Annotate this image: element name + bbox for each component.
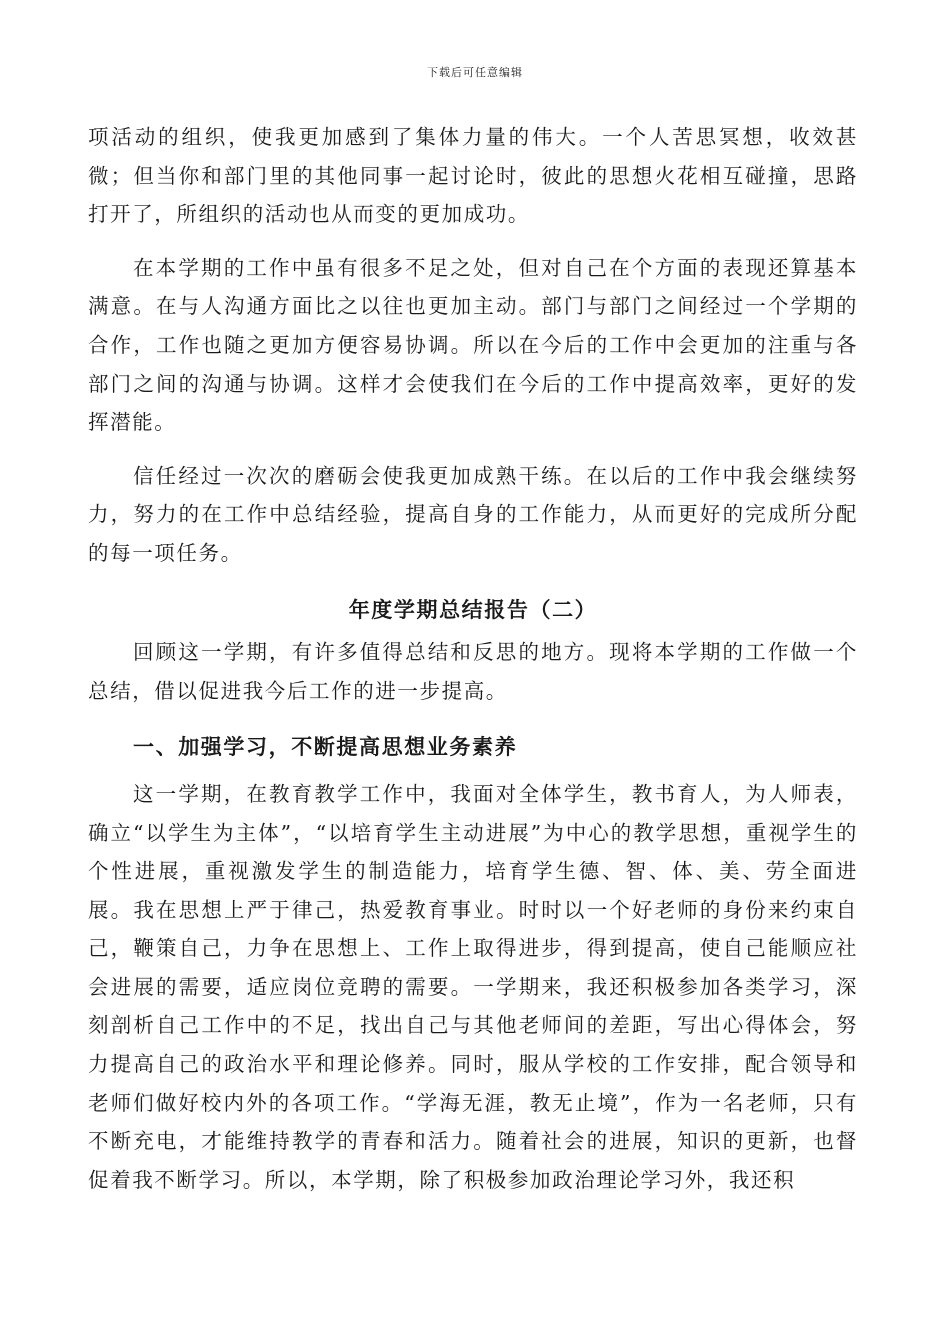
header-note: 下载后可任意编辑 bbox=[427, 66, 523, 79]
paragraph-self-evaluation: 在本学期的工作中虽有很多不足之处，但对自己在个方面的表现还算基本满意。在与人沟通方面比之以往也更加主动。部门与部门之间经过一个学期的合作，工作也随之更加方便容易协调。所以在今后的工作中会更加的注重与各部门之间的沟通与协调。这样才会使我们在今后的工作中提高效率，更好的发挥潜能。 bbox=[88, 255, 858, 435]
heading-study: 一、加强学习，不断提高思想业务素养 bbox=[133, 734, 518, 760]
section-title: 年度学期总结报告（二） bbox=[348, 596, 598, 622]
paragraph-continuation: 项活动的组织，使我更加感到了集体力量的伟大。一个人苦思冥想，收效甚微；但当你和部门里的其他同事一起讨论时，彼此的思想火花相互碰撞，思路打开了，所组织的活动也从而变的更加成功。 bbox=[88, 125, 858, 227]
paragraph-intro: 回顾这一学期，有许多值得总结和反思的地方。现将本学期的工作做一个总结，借以促进我今后工作的进一步提高。 bbox=[88, 640, 858, 703]
paragraph-study-body: 这一学期，在教育教学工作中，我面对全体学生，教书育人，为人师表，确立“以学生为主体”，“以培育学生主动进展”为中心的教学思想，重视学生的个性进展，重视激发学生的制造能力，培育学生德、智、体、美、劳全面进展。我在思想上严于律己，热爱教育事业。时时以一个好老师的身份来约束自己，鞭策自己，力争在思想上、工作上取得进步，得到提高，使自己能顺应社会进展的需要，适应岗位竞聘的需要。一学期来，我还积极参加各类学习，深刻剖析自己工作中的不足，找出自己与其他老师间的差距，写出心得体会，努力提高自己的政治水平和理论修养。同时，服从学校的工作安排，配合领导和老师们做好校内外的各项工作。“学海无涯，教无止境”，作为一名老师，只有不断充电，才能维持教学的青春和活力。随着社会的进展，知识的更新，也督促着我不断学习。所以，本学期，除了积极参加政治理论学习外，我还积 bbox=[88, 781, 858, 1192]
paragraph-trust: 信任经过一次次的磨砺会使我更加成熟干练。在以后的工作中我会继续努力，努力的在工作中总结经验，提高自身的工作能力，从而更好的完成所分配的每一项任务。 bbox=[88, 463, 858, 565]
document-body bbox=[88, 118, 858, 1199]
